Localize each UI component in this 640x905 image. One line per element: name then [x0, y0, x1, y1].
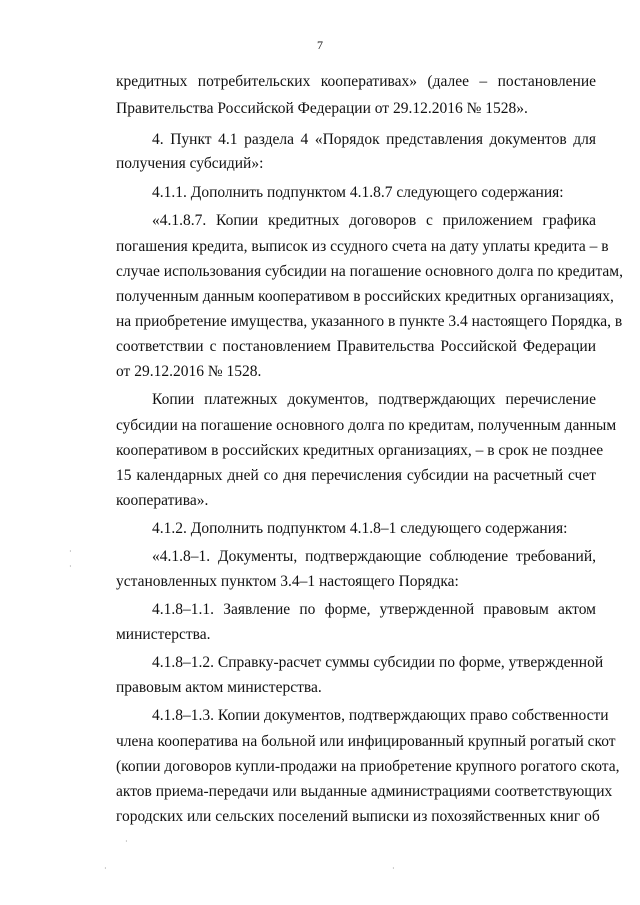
text-line: 4. Пункт 4.1 раздела 4 «Порядок представления документов для [152, 131, 596, 148]
scan-speck: · [69, 562, 72, 571]
text-line: 4.1.8–1.2. Справку-расчет суммы субсидии по форме, утвержденной [152, 654, 604, 671]
text-line: соответствии с постановлением Правительства Российской Федерации [116, 338, 596, 355]
text-line: установленных пунктом 3.4–1 настоящего Порядка: [116, 573, 459, 590]
text-line: 4.1.2. Дополнить подпунктом 4.1.8–1 следующего содержания: [152, 520, 568, 537]
text-line: погашения кредита, выписок из ссудного счета на дату уплаты кредита – в [116, 238, 609, 255]
text-line: члена кооператива на больной или инфицированный крупный рогатый скот [116, 733, 616, 750]
text-line: 4.1.1. Дополнить подпунктом 4.1.8.7 следующего содержания: [152, 184, 564, 201]
text-line: кооперативом в российских кредитных организациях, – в срок не позднее [116, 442, 604, 459]
text-line: Копии платежных документов, подтверждающих перечисление [152, 391, 596, 408]
text-line: 4.1.8–1.1. Заявление по форме, утвержденной правовым актом [152, 601, 596, 618]
text-line: (копии договоров купли-продажи на приобретение крупного рогатого скота, [116, 758, 620, 775]
text-line: 15 календарных дней со дня перечисления субсидии на расчетный счет [116, 467, 596, 484]
text-line: Правительства Российской Федерации от 29.12.2016 № 1528». [116, 100, 528, 117]
scan-speck: · [69, 547, 72, 556]
text-line: «4.1.8.7. Копии кредитных договоров с приложением графика [152, 212, 596, 229]
text-line: от 29.12.2016 № 1528. [116, 363, 262, 380]
scan-speck: · [125, 837, 128, 846]
text-line: 4.1.8–1.3. Копии документов, подтверждающих право собственности [152, 707, 609, 724]
text-line: актов приема-передачи или выданные администрациями соответствующих [116, 783, 613, 800]
text-line: кооператива». [116, 492, 209, 509]
scan-speck: · [392, 864, 395, 873]
text-line: «4.1.8–1. Документы, подтверждающие соблюдение требований, [152, 548, 596, 565]
text-line: на приобретение имущества, указанного в пункте 3.4 настоящего Порядка, в [116, 313, 623, 330]
text-line: министерства. [116, 626, 211, 643]
text-line: городских или сельских поселений выписки из похозяйственных книг об [116, 808, 600, 825]
scan-speck: · [104, 864, 107, 873]
text-line: кредитных потребительских кооперативах» (далее – постановление [116, 73, 596, 90]
text-line: полученным данным кооперативом в российских кредитных организациях, [116, 288, 614, 305]
text-line: правовым актом министерства. [116, 679, 322, 696]
text-line: субсидии на погашение основного долга по кредитам, полученным данным [116, 417, 617, 434]
text-line: случае использования субсидии на погашение основного долга по кредитам, [116, 263, 623, 280]
text-line: получения субсидий»: [116, 155, 264, 172]
page-number: 7 [317, 38, 323, 52]
